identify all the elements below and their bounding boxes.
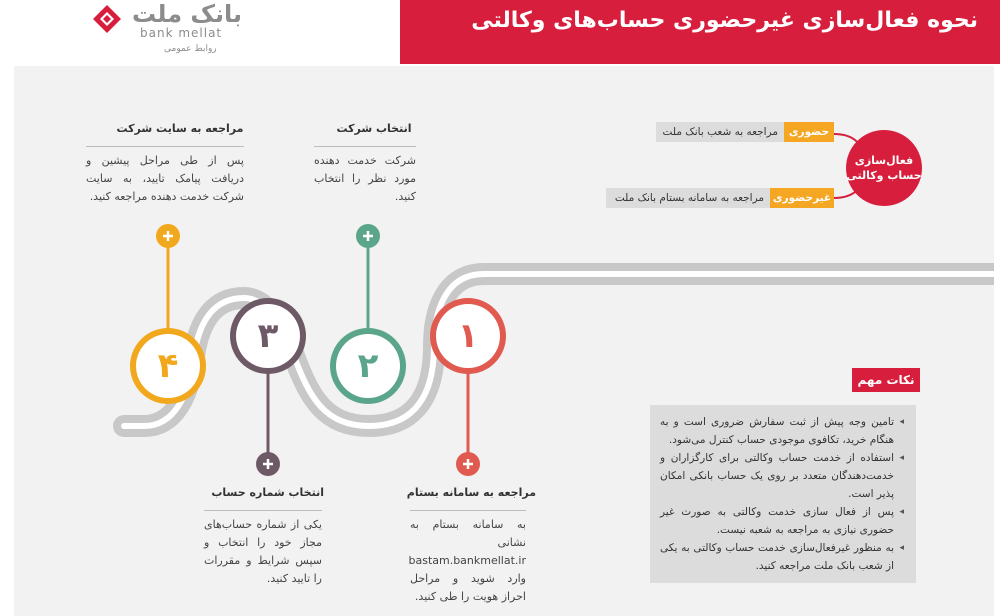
step-4-divider (86, 146, 244, 147)
remote-description: مراجعه به سامانه بستام بانک ملت (606, 188, 770, 208)
step-3-number: ۳ (236, 304, 300, 368)
page-title: نحوه فعال‌سازی غیرحضوری حساب‌های وکالتی (471, 8, 978, 33)
logo-name-en: bank mellat (140, 26, 223, 40)
step-3-divider (204, 510, 322, 511)
step-1-divider (410, 510, 526, 511)
step-1-text: به سامانه بستام به نشانی bastam.bankmellat.ir وارد شوید و مراحل احراز هویت را طی کنید. (408, 518, 526, 603)
activation-circle: فعال‌سازی حساب وکالتی (846, 130, 922, 206)
step-4-title: مراجعه به سایت شرکت (116, 122, 244, 135)
note-item: ◂ استفاده از خدمت حساب وکالتی برای کارگزاران و خدمت‌دهندگان متعدد بر روی یک حساب بانکی امکان پذیر است. (660, 449, 904, 503)
header-banner (400, 0, 1000, 64)
step-1-title: مراجعه به سامانه بستام (406, 486, 536, 499)
note-item: ◂ به منظور غیرفعال‌سازی خدمت حساب وکالتی به یکی از شعب بانک ملت مراجعه کنید. (660, 539, 904, 575)
in-person-description: مراجعه به شعب بانک ملت (656, 122, 784, 142)
logo-subtitle: روابط عمومی (164, 44, 217, 54)
note-item: ◂ تامین وجه پیش از ثبت سفارش ضروری است و به هنگام خرید، تکافوی موجودی حساب کنترل می‌شود. (660, 413, 904, 449)
step-4-number: ۴ (136, 334, 200, 398)
bank-logo (92, 0, 292, 60)
plus-icon (256, 452, 280, 476)
step-1-number: ۱ (436, 304, 500, 368)
remote-tag: غیرحضوری (770, 188, 834, 208)
step-2-divider (314, 146, 416, 147)
notes-box (650, 405, 916, 583)
step-2-number: ۲ (336, 334, 400, 398)
in-person-tag: حضوری (784, 122, 834, 142)
step-2-title: انتخاب شرکت (336, 122, 412, 135)
step-3-text: یکی از شماره حساب‌های مجاز خود را انتخاب و سپس شرایط و مقررات را تایید کنید. (204, 518, 322, 585)
note-item: ◂ پس از فعال سازی خدمت وکالتی به صورت غیر حضوری نیازی به مراجعه به شعبه نیست. (660, 503, 904, 539)
step-4-text: پس از طی مراحل پیشین و دریافت پیامک تایید، به سایت شرکت خدمت دهنده مراجعه کنید. (86, 154, 244, 203)
plus-icon (156, 224, 180, 248)
plus-icon (356, 224, 380, 248)
logo-name-fa: بانک ملت (132, 0, 243, 28)
plus-icon (456, 452, 480, 476)
notes-title: نکات مهم (852, 368, 920, 392)
bank-mellat-logo-icon (92, 4, 122, 34)
step-3-title: انتخاب شماره حساب (211, 486, 324, 499)
step-2-text: شرکت خدمت دهنده مورد نظر را انتخاب کنید. (314, 154, 416, 203)
